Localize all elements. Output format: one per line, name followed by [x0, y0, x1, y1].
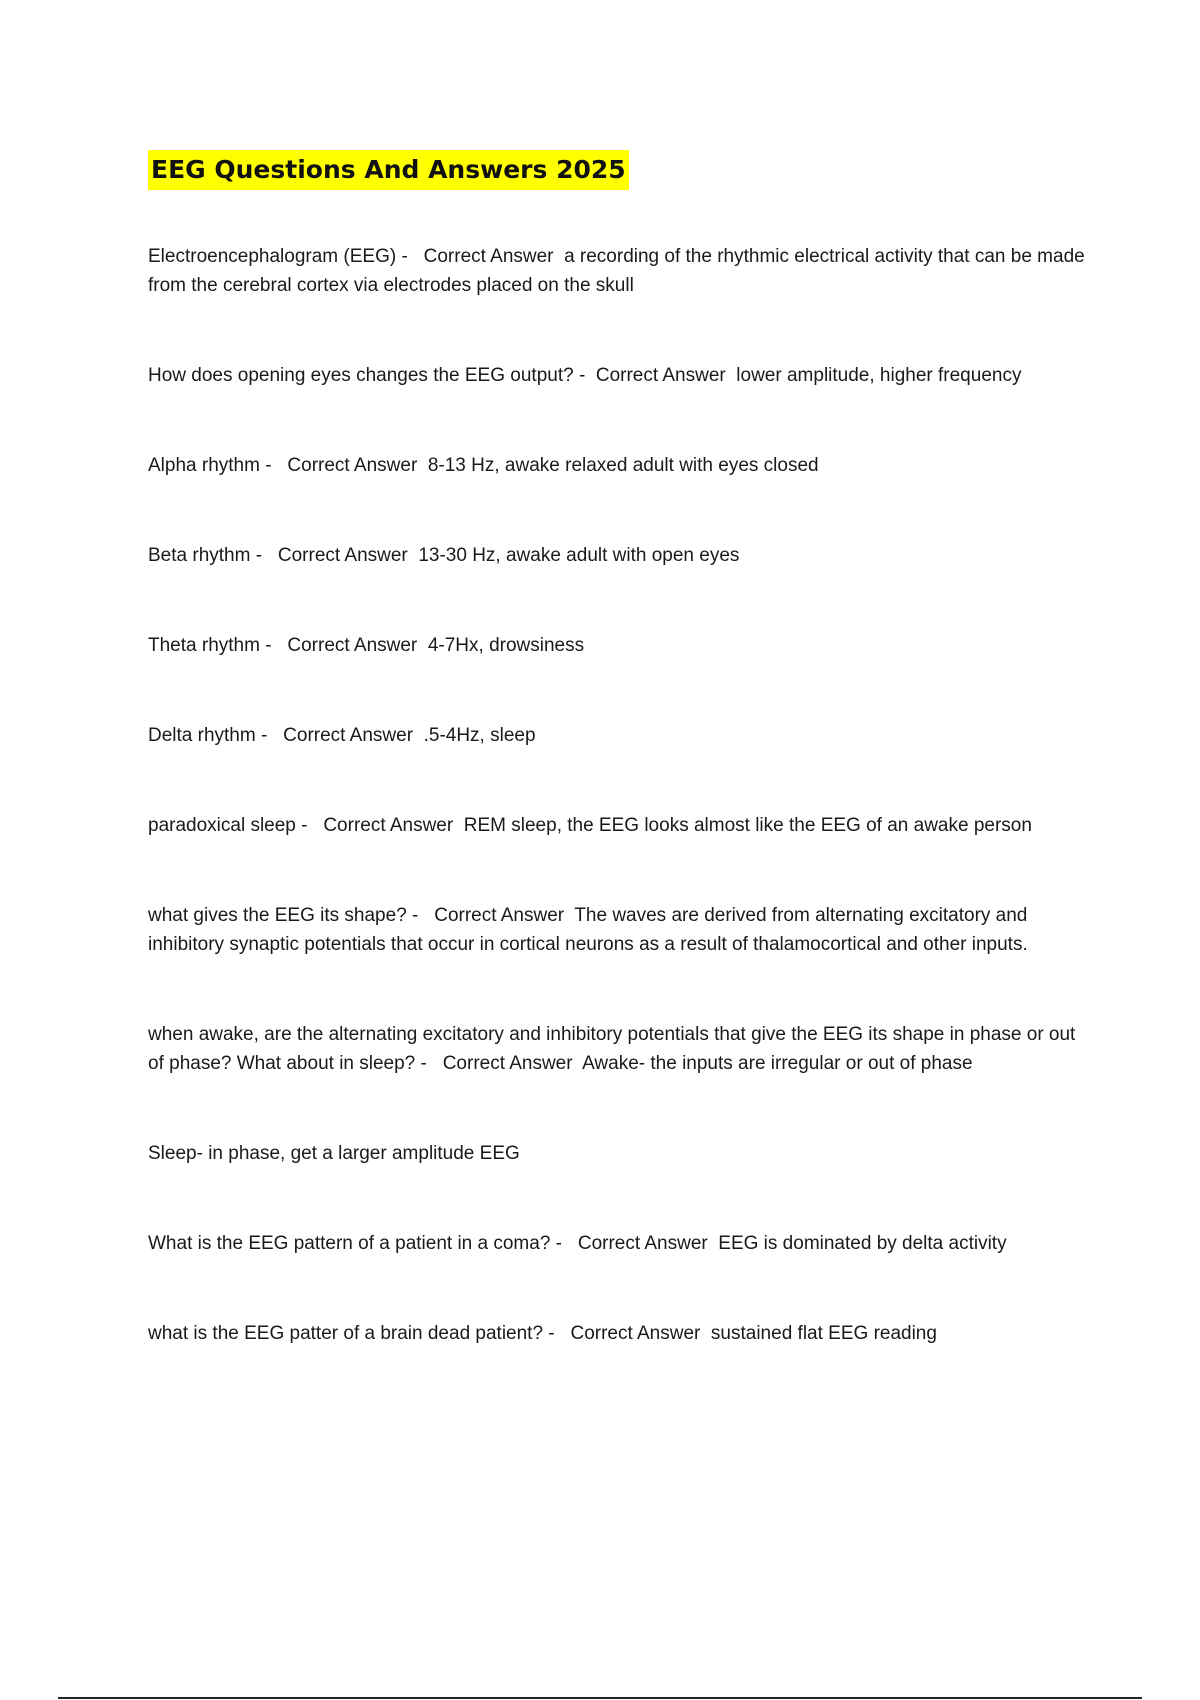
question-text: paradoxical sleep — [148, 815, 296, 836]
qa-item: What is the EEG pattern of a patient in a coma? - Correct Answer EEG is dominated by delta activity — [148, 1233, 1007, 1254]
document-title: EEG Questions And Answers 2025 — [148, 150, 629, 190]
answer-text: 8-13 Hz, awake relaxed adult with eyes closed — [427, 455, 819, 476]
question-text: Alpha rhythm — [148, 455, 260, 476]
question-text: Beta rhythm — [148, 545, 251, 566]
answer-marker: Correct Answer — [423, 246, 554, 267]
page-bottom-rule — [58, 1697, 1142, 1699]
qa-item: what gives the EEG its shape? - Correct Answer The waves are derived from alternating excitatory and inhibitory synaptic potentials that occur in cortical neurons as a result of thalamocortical and other inputs. — [148, 905, 1028, 955]
answer-text: .5-4Hz, sleep — [423, 725, 536, 746]
answer-marker: Correct Answer — [323, 815, 454, 836]
answer-text: sustained flat EEG reading — [710, 1323, 937, 1344]
answer-marker: Correct Answer — [283, 725, 414, 746]
question-text: Electroencephalogram (EEG) — [148, 246, 397, 267]
answer-marker: Correct Answer — [287, 635, 418, 656]
question-text: Delta rhythm — [148, 725, 256, 746]
answer-marker: Correct Answer — [442, 1053, 573, 1074]
answer-text: 4-7Hx, drowsiness — [427, 635, 585, 656]
qa-item: Theta rhythm - Correct Answer 4-7Hx, drowsiness — [148, 635, 585, 656]
document-content — [148, 150, 1088, 1348]
qa-list — [148, 242, 1088, 1348]
qa-item: paradoxical sleep - Correct Answer REM sleep, the EEG looks almost like the EEG of an awake person — [148, 815, 1032, 836]
answer-marker: Correct Answer — [570, 1323, 701, 1344]
answer-text: 13-30 Hz, awake adult with open eyes — [418, 545, 740, 566]
question-text: Theta rhythm — [148, 635, 260, 656]
answer-marker: Correct Answer — [595, 365, 726, 386]
question-text: what is the EEG patter of a brain dead patient? — [148, 1323, 544, 1344]
qa-item: Beta rhythm - Correct Answer 13-30 Hz, awake adult with open eyes — [148, 545, 740, 566]
answer-text: a recording of the rhythmic electrical activity that can be made from the cerebral cortex via electrodes placed on the skull — [148, 246, 1085, 296]
qa-item — [148, 1139, 1088, 1168]
question-text: when awake, are the alternating excitatory and inhibitory potentials that give the EEG its shape in phase or out of phase? What about in sleep? — [148, 1024, 1076, 1074]
question-text: What is the EEG pattern of a patient in a coma? — [148, 1233, 551, 1254]
answer-text: EEG is dominated by delta activity — [718, 1233, 1007, 1254]
question-text: what gives the EEG its shape? — [148, 905, 407, 926]
qa-item: what is the EEG patter of a brain dead patient? - Correct Answer sustained flat EEG reading — [148, 1323, 937, 1344]
qa-item: How does opening eyes changes the EEG output? - Correct Answer lower amplitude, higher frequency — [148, 365, 1022, 386]
continuation-text: Sleep- in phase, get a larger amplitude EEG — [148, 1143, 520, 1164]
answer-text: The waves are derived from alternating excitatory and inhibitory synaptic potentials that occur in cortical neurons as a result of thalamocortical and other inputs. — [148, 905, 1028, 955]
answer-text: Awake- the inputs are irregular or out of phase — [582, 1053, 973, 1074]
answer-marker: Correct Answer — [577, 1233, 708, 1254]
question-text: How does opening eyes changes the EEG output? — [148, 365, 574, 386]
qa-item: when awake, are the alternating excitatory and inhibitory potentials that give the EEG its shape in phase or out of phase? What about in sleep? - Correct Answer Awake- the inputs are irregular or out of phase — [148, 1024, 1076, 1074]
answer-text: lower amplitude, higher frequency — [736, 365, 1022, 386]
answer-marker: Correct Answer — [287, 455, 418, 476]
answer-marker: Correct Answer — [434, 905, 565, 926]
qa-item: Delta rhythm - Correct Answer .5-4Hz, sleep — [148, 725, 536, 746]
answer-text: REM sleep, the EEG looks almost like the EEG of an awake person — [463, 815, 1032, 836]
answer-marker: Correct Answer — [277, 545, 408, 566]
qa-item: Electroencephalogram (EEG) - Correct Answer a recording of the rhythmic electrical activity that can be made from the cerebral cortex via electrodes placed on the skull — [148, 246, 1085, 296]
qa-item: Alpha rhythm - Correct Answer 8-13 Hz, awake relaxed adult with eyes closed — [148, 455, 819, 476]
